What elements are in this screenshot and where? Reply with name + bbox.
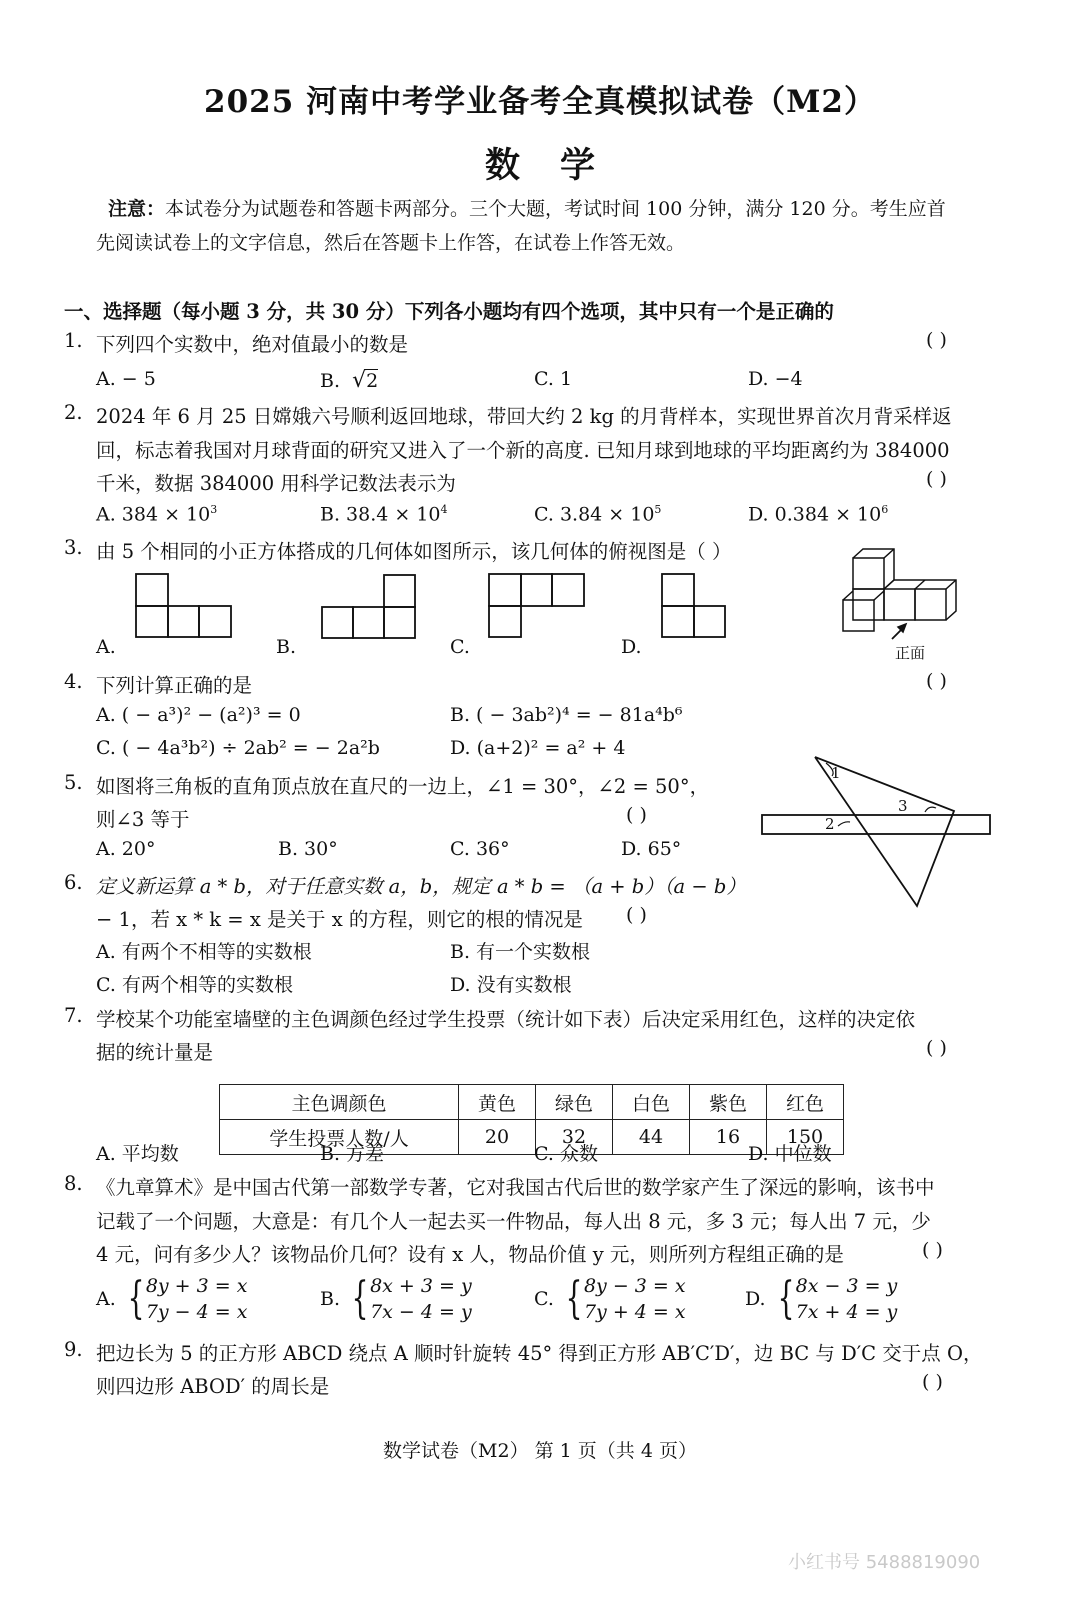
page-footer: 数学试卷（M2） 第 1 页（共 4 页） [383, 1440, 697, 1462]
q5-option-c: C. 36° [450, 838, 510, 860]
q6-answer-paren: ( ) [626, 904, 647, 926]
q2-option-d-exp: 6 [881, 503, 889, 516]
q1-option-b-label: B. [320, 370, 341, 392]
table-header-cell: 紫色 [690, 1085, 767, 1120]
q8-d-eq2: 7x + 4 = y [795, 1301, 898, 1323]
angle-3-label: 3 [898, 797, 908, 815]
sqrt-symbol: √ [352, 368, 367, 393]
q2-line-2: 回，标志着我国对月球背面的研究又进入了一个新的高度. 已知月球到地球的平均距离约为 384000 [96, 439, 950, 462]
q8-option-a-label: A. [96, 1288, 116, 1310]
exam-title: 2025 河南中考学业备考全真模拟试卷（M2） [204, 84, 876, 120]
q3-option-c: C. [450, 636, 470, 658]
q9-line-2: 则四边形 ABOD′ 的周长是 [96, 1375, 330, 1398]
angle-1-label: 1 [831, 764, 841, 782]
q5-number: 5. [64, 771, 83, 794]
q8-option-c-system [584, 1273, 686, 1325]
notice-label: 注意： [108, 198, 166, 220]
q5-answer-paren: ( ) [626, 804, 647, 826]
table-cell: 16 [690, 1120, 767, 1155]
q7-option-a: A. 平均数 [96, 1143, 179, 1165]
q2-option-d-text: D. 0.384 × 10 [748, 503, 882, 526]
q8-option-b-system [370, 1273, 472, 1325]
table-row [220, 1085, 844, 1120]
notice-line-2: 先阅读试卷上的文字信息，然后在答题卡上作答，在试卷上作答无效。 [96, 232, 686, 254]
q2-option-c-exp: 5 [654, 503, 662, 516]
q6-number: 6. [64, 871, 83, 894]
q8-a-eq2: 7y − 4 = x [145, 1301, 248, 1323]
q1-answer-paren: ( ) [926, 329, 947, 351]
q8-option-a [96, 1273, 247, 1325]
q8-option-b-label: B. [320, 1288, 341, 1310]
q7-option-d: D. 中位数 [748, 1143, 832, 1165]
q1-number: 1. [64, 329, 83, 352]
q6-option-d: D. 没有实数根 [450, 974, 572, 996]
subject-title: 数学 [484, 145, 635, 186]
q5-option-a: A. 20° [96, 838, 156, 860]
q4-option-c: C. ( − 4a³b²) ÷ 2ab² = − 2a²b [96, 737, 380, 759]
q7-line-1: 学校某个功能室墙壁的主色调颜色经过学生投票（统计如下表）后决定采用红色，这样的决定依 [96, 1008, 916, 1031]
q7-number: 7. [64, 1004, 83, 1027]
q6-option-b: B. 有一个实数根 [450, 941, 591, 963]
ruler-shape [762, 815, 990, 834]
table-cell: 44 [613, 1120, 690, 1155]
q4-option-d: D. (a+2)² = a² + 4 [450, 737, 626, 759]
q8-number: 8. [64, 1172, 83, 1195]
q8-option-d-label: D. [745, 1288, 766, 1310]
q7-option-c: C. 众数 [534, 1143, 598, 1165]
q8-option-b [320, 1273, 472, 1325]
q2-number: 2. [64, 401, 83, 424]
q2-option-b-text: B. 38.4 × 10 [320, 503, 441, 526]
q3-stem: 由 5 个相同的小正方体搭成的几何体如图所示，该几何体的俯视图是（ ） [96, 540, 732, 563]
table-header-cell: 黄色 [459, 1085, 536, 1120]
q8-line-1: 《九章算术》是中国古代第一部数学专著，它对我国古代后世的数学家产生了深远的影响，该书中 [96, 1176, 935, 1199]
q3-option-b: B. [276, 636, 297, 658]
table-header-cell: 绿色 [536, 1085, 613, 1120]
q7-answer-paren: ( ) [926, 1037, 947, 1059]
q9-number: 9. [64, 1338, 83, 1361]
q4-answer-paren: ( ) [926, 670, 947, 692]
table-cell: 32 [536, 1120, 613, 1155]
q7-option-b: B. 方差 [320, 1143, 385, 1165]
q4-option-a: A. ( − a³)² − (a²)³ = 0 [96, 704, 301, 726]
q6-line-1: 定义新运算 a * b，对于任意实数 a，b，规定 a * b = （a + b）（a − b） [96, 875, 746, 898]
q3-front-label: 正面 [895, 644, 926, 662]
angle-2-label: 2 [825, 815, 835, 833]
table-cell: 150 [767, 1120, 844, 1155]
q4-number: 4. [64, 670, 83, 693]
q5-option-d: D. 65° [621, 838, 682, 860]
brace-symbol: { [565, 1273, 583, 1324]
q8-line-3: 4 元，问有多少人？该物品价几何？设有 x 人，物品价值 y 元，则所列方程组正确的是 [96, 1243, 844, 1266]
q8-line-2: 记载了一个问题，大意是：有几个人一起去买一件物品，每人出 8 元，多 3 元；每人出 7 元，少 [96, 1210, 931, 1233]
q6-option-a: A. 有两个不相等的实数根 [96, 941, 312, 963]
q2-option-a-text: A. 384 × 10 [96, 503, 211, 526]
notice-text-1: 本试卷分为试题卷和答题卡两部分。三个大题，考试时间 100 分钟，满分 120 分。考生应首 [165, 198, 946, 220]
table-cell: 20 [459, 1120, 536, 1155]
brace-symbol: { [351, 1273, 369, 1324]
table-header-cell: 红色 [767, 1085, 844, 1120]
q2-option-a-exp: 3 [210, 503, 218, 516]
q1-option-b-value: 2 [366, 370, 379, 392]
q2-line-1: 2024 年 6 月 25 日嫦娥六号顺利返回地球，带回大约 2 kg 的月背样本，实现世界首次月背采样返 [96, 405, 952, 428]
q9-answer-paren: ( ) [922, 1371, 943, 1393]
q8-b-eq1: 8x + 3 = y [370, 1275, 472, 1297]
brace-symbol: { [127, 1273, 145, 1324]
q8-answer-paren: ( ) [922, 1239, 943, 1261]
q8-c-eq2: 7y + 4 = x [583, 1301, 686, 1323]
table-cell: 学生投票人数/人 [220, 1120, 459, 1155]
q8-a-eq1: 8y + 3 = x [145, 1275, 248, 1297]
q8-b-eq2: 7x − 4 = y [370, 1301, 472, 1323]
q2-line-3: 千米，数据 384000 用科学记数法表示为 [96, 472, 456, 495]
table-header-cell: 白色 [613, 1085, 690, 1120]
q3-option-a: A. [96, 636, 116, 658]
q1-stem: 下列四个实数中，绝对值最小的数是 [96, 333, 409, 356]
q4-stem: 下列计算正确的是 [96, 674, 253, 697]
q6-option-c: C. 有两个相等的实数根 [96, 974, 293, 996]
q5-line-2: 则∠3 等于 [96, 808, 190, 831]
q3-number: 3. [64, 536, 83, 559]
q2-option-b-exp: 4 [440, 503, 448, 516]
q2-answer-paren: ( ) [926, 468, 947, 490]
q7-line-2: 据的统计量是 [96, 1041, 214, 1064]
q8-option-c [534, 1273, 686, 1325]
q1-option-a: A. − 5 [96, 368, 156, 390]
q8-c-eq1: 8y − 3 = x [583, 1275, 686, 1297]
q1-option-d: D. −4 [748, 368, 803, 390]
q1-option-c: C. 1 [534, 368, 573, 390]
watermark: 小红书号 5488819090 [788, 1552, 981, 1573]
q8-option-a-system [146, 1273, 248, 1325]
q8-d-eq1: 8x − 3 = y [795, 1275, 898, 1297]
q8-option-c-label: C. [534, 1288, 554, 1310]
brace-symbol: { [777, 1273, 795, 1324]
q5-line-1: 如图将三角板的直角顶点放在直尺的一边上，∠1 = 30°，∠2 = 50°， [96, 775, 710, 798]
q5-option-b: B. 30° [278, 838, 338, 860]
q9-line-1: 把边长为 5 的正方形 ABCD 绕点 A 顺时针旋转 45° 得到正方形 AB′C′D′，边 BC 与 D′C 交于点 O， [96, 1342, 983, 1365]
q3-option-d: D. [621, 636, 642, 658]
q8-option-d [745, 1273, 897, 1325]
section-heading: 一、选择题（每小题 3 分，共 30 分）下列各小题均有四个选项，其中只有一个是正确的 [64, 300, 834, 323]
q2-option-c-text: C. 3.84 × 10 [534, 503, 655, 526]
table-header-cell: 主色调颜色 [220, 1085, 459, 1120]
q6-line-2: − 1，若 x * k = x 是关于 x 的方程，则它的根的情况是 [96, 908, 583, 931]
q8-option-d-system [796, 1273, 898, 1325]
q4-option-b: B. ( − 3ab²)⁴ = − 81a⁴b⁶ [450, 704, 683, 726]
